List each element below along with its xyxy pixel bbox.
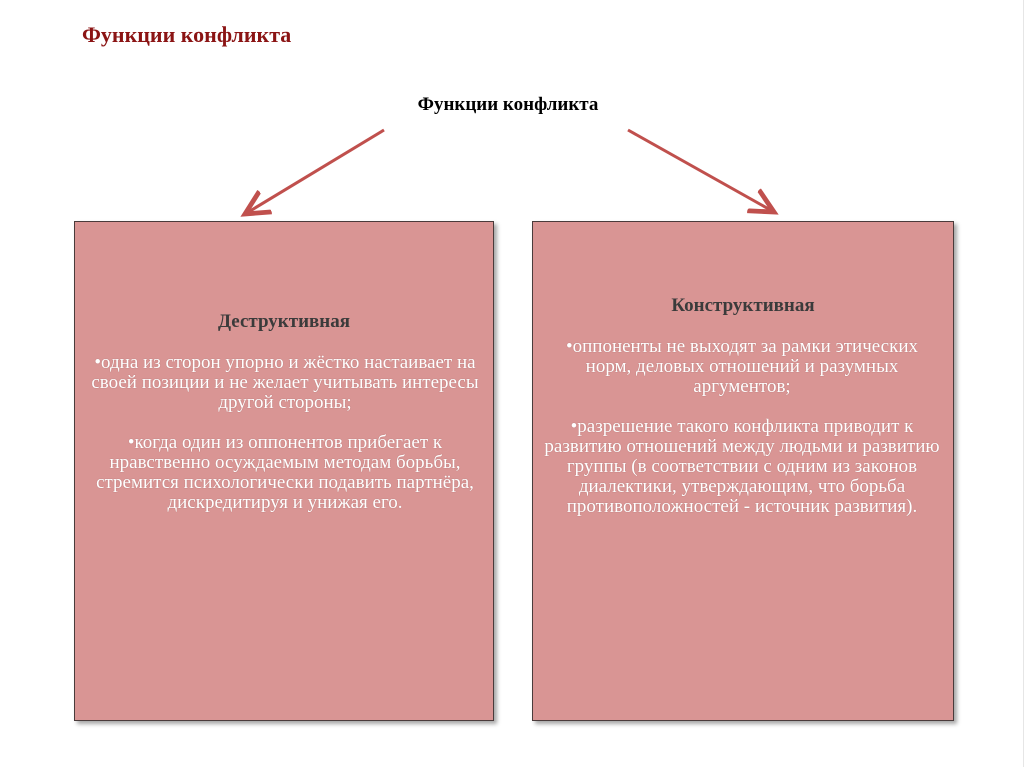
slide-title: Функции конфликта [82, 22, 292, 47]
arrow-to-destructive [245, 130, 384, 214]
constructive-heading: Конструктивная [671, 295, 815, 316]
destructive-points [87, 353, 483, 513]
diagram-root-label: Функции конфликта [417, 94, 599, 115]
destructive-point: •одна из сторон упорно и жёстко настаивает на своей позиции и не желает учитывать интересы другой стороны; [91, 352, 479, 413]
destructive-point: •когда один из оппонентов прибегает к нравственно осуждаемым методам борьбы, стремится психологически подавить партнёра, дискредитируя и унижая его. [96, 432, 474, 513]
destructive-function-box [74, 221, 494, 721]
arrow-to-constructive [628, 130, 774, 212]
constructive-points [543, 337, 941, 517]
constructive-point: •разрешение такого конфликта приводит к развитию отношений между людьми и развитию группы (в соответствии с одним из законов диалектики, утверждающим, что борьба противоположностей - источник развития). [544, 416, 940, 517]
constructive-point: •оппоненты не выходят за рамки этических норм, деловых отношений и разумных аргументов; [565, 336, 919, 397]
destructive-heading: Деструктивная [218, 311, 350, 332]
constructive-function-box [532, 221, 954, 721]
